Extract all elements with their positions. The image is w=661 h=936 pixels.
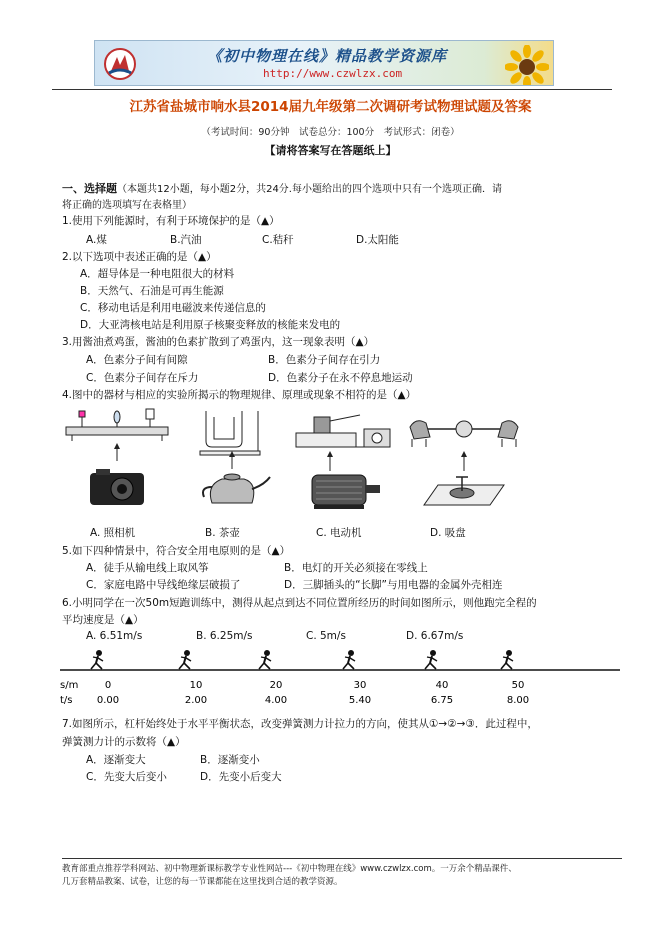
track-time-label: 0.00 bbox=[96, 695, 120, 706]
q5-stem: 5.如下四种情景中，符合安全用电原则的是（▲） bbox=[62, 545, 291, 557]
section-desc-2: 将正确的选项填写在表格里） bbox=[62, 200, 192, 211]
q6-stem-2: 平均速度是（▲） bbox=[62, 614, 144, 626]
track-time-label: 6.75 bbox=[430, 695, 454, 706]
header-rule bbox=[52, 89, 612, 90]
footer-line-2: 几万套精品教案、试卷，让您的每一节课都能在这里找到合适的教学资源。 bbox=[62, 877, 343, 887]
page-footer bbox=[62, 863, 632, 889]
runner-figure-icon bbox=[91, 650, 103, 669]
track-svg bbox=[60, 650, 620, 712]
q1-option-b: B.汽油 bbox=[170, 234, 202, 246]
q2-stem: 2.以下选项中表述正确的是（▲） bbox=[62, 251, 217, 263]
sunflower-icon bbox=[505, 45, 549, 86]
track-distance-label: 20 bbox=[269, 680, 283, 691]
runner-figure-icon bbox=[259, 650, 271, 669]
q5-option-d: D．三脚插头的“长脚”与用电器的金属外壳相连 bbox=[284, 579, 503, 591]
running-track-figure bbox=[60, 650, 620, 712]
q7-option-d: D．先变小后变大 bbox=[200, 771, 282, 783]
q3-option-d: D．色素分子在永不停息地运动 bbox=[268, 372, 413, 384]
track-time-label: 4.00 bbox=[264, 695, 288, 706]
runner-figure-icon bbox=[425, 650, 437, 669]
site-logo-icon bbox=[103, 47, 137, 81]
q4-option-d: D. 吸盘 bbox=[430, 527, 466, 539]
electromagnet-motor-figure bbox=[290, 407, 400, 515]
q7-stem-1: 7.如图所示，杠杆始终处于水平平衡状态，改变弹簧测力计拉力的方向，使其从①→②→③．此过程中， bbox=[62, 718, 538, 730]
q6-stem-1: 6.小明同学在一次50m短跑训练中，测得从起点到达不同位置所经历的时间如图所示，则他跑完全程的 bbox=[62, 597, 537, 609]
q4-stem: 4.图中的器材与相应的实验所揭示的物理规律、原理或现象不相符的是（▲） bbox=[62, 389, 417, 401]
q4-option-a: A. 照相机 bbox=[90, 527, 136, 539]
track-distance-label: 10 bbox=[189, 680, 203, 691]
optical-bench-camera-figure bbox=[62, 407, 172, 515]
q6-option-c: C. 5m/s bbox=[306, 630, 346, 642]
s-axis-label: s/m bbox=[60, 680, 79, 691]
section-desc: （本题共12小题，每小题2分，共24分.每小题给出的四个选项中只有一个选项正确．请 bbox=[117, 184, 502, 195]
q1-option-a: A.煤 bbox=[86, 234, 107, 246]
track-distance-label: 50 bbox=[511, 680, 525, 691]
page-title: 江苏省盐城市响水县2014届九年级第二次调研考试物理试题及答案 bbox=[129, 99, 532, 115]
track-distance-label: 0 bbox=[104, 680, 112, 691]
q2-option-b: B．天然气、石油是可再生能源 bbox=[80, 285, 224, 297]
q7-option-b: B．逐渐变小 bbox=[200, 754, 260, 766]
footer-line-1: 教育部重点推荐学科网站、初中物理新课标教学专业性网站---《初中物理在线》www.czwlzx.com。一万余个精品课件、 bbox=[62, 864, 517, 874]
connected-vessels-teapot-figure bbox=[192, 407, 282, 515]
runner-figure-icon bbox=[179, 650, 191, 669]
t-axis-label: t/s bbox=[60, 695, 73, 706]
q5-option-a: A．徒手从输电线上取风筝 bbox=[86, 562, 209, 574]
runner-figure-icon bbox=[501, 650, 513, 669]
q2-option-c: C．移动电话是利用电磁波来传递信息的 bbox=[80, 302, 266, 314]
q3-stem: 3.用酱油煮鸡蛋，酱油的色素扩散到了鸡蛋内，这一现象表明（▲） bbox=[62, 336, 375, 348]
q7-option-a: A．逐渐变大 bbox=[86, 754, 146, 766]
q2-option-d: D．大亚湾核电站是利用原子核聚变释放的核能来发电的 bbox=[80, 319, 341, 331]
q6-option-b: B. 6.25m/s bbox=[196, 630, 253, 642]
magdeburg-hemispheres-suction-cup-figure bbox=[404, 407, 524, 515]
q7-stem-2: 弹簧测力计的示数将（▲） bbox=[62, 736, 186, 748]
track-time-label: 5.40 bbox=[348, 695, 372, 706]
banner-url[interactable]: http://www.czwlzx.com bbox=[263, 67, 403, 80]
q2-option-a: A．超导体是一种电阻很大的材料 bbox=[80, 268, 235, 280]
track-time-label: 2.00 bbox=[184, 695, 208, 706]
q6-option-a: A. 6.51m/s bbox=[86, 630, 143, 642]
q3-option-a: A．色素分子间有间隙 bbox=[86, 354, 188, 366]
q5-option-c: C．家庭电路中导线绝缘层破损了 bbox=[86, 579, 241, 591]
answer-notice: 【请将答案写在答题纸上】 bbox=[264, 144, 397, 157]
runner-figure-icon bbox=[343, 650, 355, 669]
section-heading bbox=[62, 180, 502, 196]
q6-option-d: D. 6.67m/s bbox=[406, 630, 464, 642]
banner-title: 《初中物理在线》精品教学资源库 bbox=[207, 47, 448, 65]
q4-option-c: C. 电动机 bbox=[316, 527, 362, 539]
footer-rule bbox=[62, 858, 622, 859]
q5-option-b: B．电灯的开关必须接在零线上 bbox=[284, 562, 428, 574]
q1-stem: 1.使用下列能源时，有利于环境保护的是（▲） bbox=[62, 215, 280, 227]
q1-option-c: C.秸秆 bbox=[262, 234, 294, 246]
track-distance-label: 40 bbox=[435, 680, 449, 691]
section-title: 一、选择题 bbox=[62, 182, 117, 195]
track-time-label: 8.00 bbox=[506, 695, 530, 706]
exam-info: （考试时间：90分钟 试卷总分：100分 考试形式：闭卷） bbox=[201, 127, 460, 138]
track-distance-label: 30 bbox=[353, 680, 367, 691]
q4-option-b: B. 茶壶 bbox=[205, 527, 240, 539]
site-banner bbox=[94, 40, 554, 86]
q7-option-c: C．先变大后变小 bbox=[86, 771, 167, 783]
q3-option-b: B．色素分子间存在引力 bbox=[268, 354, 381, 366]
q3-option-c: C．色素分子间存在斥力 bbox=[86, 372, 199, 384]
q1-option-d: D.太阳能 bbox=[356, 234, 399, 246]
